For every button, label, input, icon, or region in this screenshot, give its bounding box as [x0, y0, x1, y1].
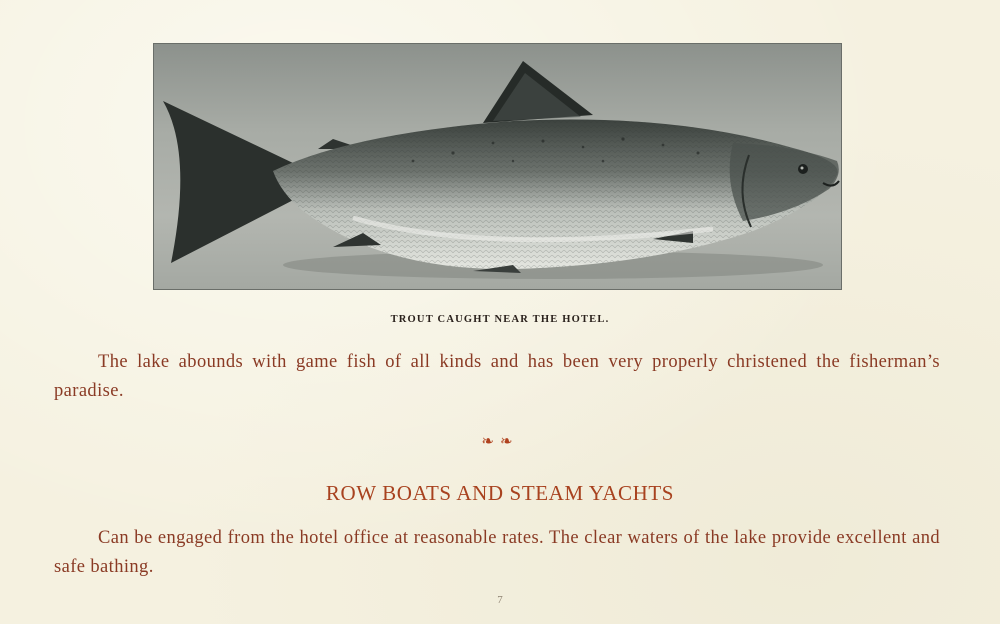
photo-caption: TROUT CAUGHT NEAR THE HOTEL.: [390, 314, 610, 325]
fishing-paragraph: The lake abounds with game fish of all kinds and has been very properly christened the fisherman’s paradise.: [54, 352, 940, 401]
boats-paragraph: Can be engaged from the hotel office at reasonable rates. The clear waters of the lake provide excellent and safe bathing.: [54, 528, 940, 577]
section-heading: ROW BOATS AND STEAM YACHTS: [325, 481, 675, 505]
ornament-divider: ❧❧: [481, 434, 519, 450]
page-number: 7: [497, 594, 503, 606]
trout-photograph: [153, 43, 842, 290]
